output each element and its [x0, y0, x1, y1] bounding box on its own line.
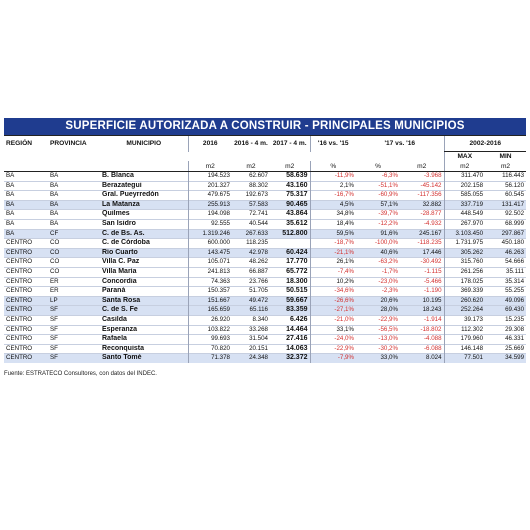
- cell-region: CENTRO: [4, 248, 48, 258]
- cell-v16: 62.607: [249, 172, 268, 179]
- header-2016-4m: 2016 - 4 m.: [232, 136, 270, 152]
- cell-v2016: 201.327: [188, 181, 232, 191]
- cell-p15: 33,1%: [310, 325, 356, 335]
- header-max: MAX: [444, 152, 485, 162]
- cell-prov: BA: [48, 200, 100, 210]
- cell-v2016: 71.378: [188, 354, 232, 363]
- cell-mun: Gral. Pueyrredón: [100, 191, 188, 201]
- cell-max: 3.103.450: [444, 229, 485, 239]
- cell-min: 297.867: [485, 229, 526, 239]
- cell-region: CENTRO: [4, 335, 48, 345]
- header-provincia: PROVINCIA: [48, 136, 100, 152]
- cell-v2016: 105.071: [188, 258, 232, 268]
- cell-p16: -100,0%: [356, 239, 400, 249]
- cell-d16: 245.167: [400, 229, 444, 239]
- cell-prov: ER: [48, 287, 100, 297]
- cell-min: 116.443: [502, 172, 525, 179]
- cell-mun: Santa Rosa: [100, 296, 188, 306]
- cell-prov: CO: [48, 248, 100, 258]
- cell-v2016: 194.523: [188, 172, 232, 182]
- cell-mun: San Isidro: [100, 219, 188, 229]
- unit-label: m2: [270, 161, 310, 172]
- cell-min: 55.255: [485, 287, 526, 297]
- cell-max: 77.501: [444, 354, 485, 363]
- header-min: MIN: [499, 153, 512, 160]
- cell-p15: 10,2%: [310, 277, 356, 287]
- table-row: [4, 191, 526, 201]
- cell-v2016: 600.000: [188, 239, 232, 249]
- cell-v17: 90.465: [270, 200, 310, 210]
- cell-v16: 40.544: [232, 219, 270, 229]
- cell-min: 60.545: [485, 191, 526, 201]
- cell-v16: 267.633: [232, 229, 270, 239]
- cell-v16: 65.116: [232, 306, 270, 316]
- cell-prov: SF: [48, 306, 100, 316]
- cell-p15: -7,9%: [310, 354, 356, 363]
- cell-d16: -4.932: [400, 219, 444, 229]
- header-2016: 2016: [188, 136, 232, 152]
- cell-min: 49.096: [485, 296, 526, 306]
- cell-p15: 26,1%: [310, 258, 356, 268]
- cell-v17: 6.426: [270, 315, 310, 325]
- cell-min: 35.111: [485, 267, 526, 277]
- cell-max: 202.158: [444, 181, 485, 191]
- cell-v17: 58.639: [286, 172, 308, 179]
- cell-mun: Esperanza: [100, 325, 188, 335]
- cell-mun: Villa C. Paz: [100, 258, 188, 268]
- cell-p16: -39,7%: [356, 210, 400, 220]
- cell-v17: 18.300: [270, 277, 310, 287]
- cell-prov: CF: [48, 229, 100, 239]
- table-row: [4, 344, 526, 354]
- header-2017-4m: 2017 - 4 m.: [270, 136, 310, 152]
- cell-d16: -18.802: [400, 325, 444, 335]
- cell-prov: SF: [48, 335, 100, 345]
- cell-max: 178.025: [444, 277, 485, 287]
- cell-p15: 2,1%: [310, 181, 356, 191]
- cell-prov: BA: [48, 191, 100, 201]
- cell-v17: 59.667: [270, 296, 310, 306]
- cell-p16: -12,2%: [356, 219, 400, 229]
- cell-prov: BA: [50, 172, 59, 179]
- cell-region: BA: [4, 210, 48, 220]
- cell-max: 112.302: [444, 325, 485, 335]
- cell-d16: -5.466: [400, 277, 444, 287]
- cell-p15: -34,6%: [310, 287, 356, 297]
- cell-mun: Reconquista: [100, 344, 188, 354]
- cell-v16: 24.348: [232, 354, 270, 363]
- cell-region: BA: [4, 200, 48, 210]
- cell-d16: 8.024: [400, 354, 444, 363]
- cell-v2016: 70.820: [188, 344, 232, 354]
- cell-region: CENTRO: [4, 267, 48, 277]
- cell-region: CENTRO: [4, 306, 48, 316]
- cell-prov: CO: [48, 239, 100, 249]
- cell-region: CENTRO: [4, 277, 48, 287]
- cell-max: 369.339: [444, 287, 485, 297]
- cell-p15: -7,4%: [310, 267, 356, 277]
- cell-mun: Rafaela: [100, 335, 188, 345]
- cell-prov: BA: [48, 210, 100, 220]
- cell-p15: -26,6%: [310, 296, 356, 306]
- table-row: [4, 335, 526, 345]
- header-municipio: MUNICIPIO: [100, 136, 188, 152]
- cell-p16: 57,1%: [356, 200, 400, 210]
- cell-mun: La Matanza: [100, 200, 188, 210]
- cell-v17: 512.800: [270, 229, 310, 239]
- cell-min: 15.235: [485, 315, 526, 325]
- cell-p16: -23,0%: [356, 277, 400, 287]
- cell-v2016: 151.667: [188, 296, 232, 306]
- cell-v16: 192.673: [232, 191, 270, 201]
- cell-max: 39.173: [444, 315, 485, 325]
- cell-region: CENTRO: [4, 315, 48, 325]
- cell-region: CENTRO: [4, 287, 48, 297]
- cell-max: 585.055: [444, 191, 485, 201]
- cell-region: BA: [4, 219, 48, 229]
- cell-region: CENTRO: [4, 325, 48, 335]
- cell-min: 35.314: [485, 277, 526, 287]
- cell-min: 92.502: [485, 210, 526, 220]
- cell-d16: -6.088: [400, 344, 444, 354]
- cell-min: 46.331: [485, 335, 526, 345]
- cell-v2016: 255.913: [188, 200, 232, 210]
- cell-v17: 65.772: [270, 267, 310, 277]
- cell-prov: BA: [48, 181, 100, 191]
- cell-mun: Casilda: [100, 315, 188, 325]
- cell-p16: 40,6%: [356, 248, 400, 258]
- table-row: [4, 354, 526, 363]
- cell-min: 54.666: [485, 258, 526, 268]
- cell-min: 450.180: [485, 239, 526, 249]
- cell-p16: -1,7%: [356, 267, 400, 277]
- cell-v17: 35.612: [270, 219, 310, 229]
- cell-p15: -11,9%: [310, 172, 356, 182]
- unit-label: m2: [232, 161, 270, 172]
- cell-p15: 18,4%: [310, 219, 356, 229]
- table-row: [4, 172, 526, 182]
- cell-p15: -21,1%: [310, 248, 356, 258]
- cell-mun: Río Cuarto: [100, 248, 188, 258]
- table-row: [4, 306, 526, 316]
- cell-v16: 20.151: [232, 344, 270, 354]
- cell-min: 29.308: [485, 325, 526, 335]
- cell-v2016: 150.357: [188, 287, 232, 297]
- cell-max: 448.549: [444, 210, 485, 220]
- cell-max: 252.264: [444, 306, 485, 316]
- table-row: [4, 210, 526, 220]
- cell-max: 305.262: [444, 248, 485, 258]
- cell-v17: 60.424: [270, 248, 310, 258]
- cell-v17: 17.770: [270, 258, 310, 268]
- cell-p16: -51,1%: [356, 181, 400, 191]
- cell-v2016: 26.920: [188, 315, 232, 325]
- cell-d16: 32.882: [400, 200, 444, 210]
- cell-min: 131.417: [485, 200, 526, 210]
- cell-prov: SF: [48, 315, 100, 325]
- header-vs15: '16 vs. '15: [310, 136, 356, 152]
- cell-d16: -118.235: [400, 239, 444, 249]
- cell-v17: 27.416: [270, 335, 310, 345]
- table-row: [4, 229, 526, 239]
- cell-v17: 83.359: [270, 306, 310, 316]
- cell-v2016: 479.675: [188, 191, 232, 201]
- cell-prov: BA: [48, 219, 100, 229]
- cell-mun: C. de Bs. As.: [100, 229, 188, 239]
- cell-prov: SF: [48, 344, 100, 354]
- cell-v17: 32.372: [270, 354, 310, 363]
- cell-p16: 28,0%: [356, 306, 400, 316]
- cell-v2016: 143.475: [188, 248, 232, 258]
- cell-d16: -30.492: [400, 258, 444, 268]
- cell-v16: 48.262: [232, 258, 270, 268]
- cell-p15: -24,0%: [310, 335, 356, 345]
- cell-region: BA: [6, 172, 15, 179]
- cell-max: 337.719: [444, 200, 485, 210]
- cell-p16: -63,2%: [356, 258, 400, 268]
- header-vs16: '17 vs. '16: [356, 136, 444, 152]
- cell-v16: 51.705: [232, 287, 270, 297]
- cell-p16: 33,0%: [356, 354, 400, 363]
- cell-d16: -3.968: [423, 172, 442, 179]
- cell-v16: 49.472: [232, 296, 270, 306]
- cell-prov: LP: [48, 296, 100, 306]
- cell-v17: 50.515: [270, 287, 310, 297]
- cell-d16: -4.088: [400, 335, 444, 345]
- cell-v16: 33.268: [232, 325, 270, 335]
- cell-prov: SF: [48, 354, 100, 363]
- table-row: [4, 200, 526, 210]
- cell-v2016: 194.098: [188, 210, 232, 220]
- cell-v2016: 74.363: [188, 277, 232, 287]
- cell-v17: 14.464: [270, 325, 310, 335]
- cell-p15: -16,7%: [310, 191, 356, 201]
- table-row: [4, 315, 526, 325]
- table-row: [4, 267, 526, 277]
- cell-min: 34.599: [485, 354, 526, 363]
- table-row: [4, 325, 526, 335]
- cell-prov: ER: [48, 277, 100, 287]
- cell-max: 179.960: [444, 335, 485, 345]
- table-row: [4, 248, 526, 258]
- cell-mun: B. Blanca: [102, 172, 134, 179]
- cell-mun: C. de S. Fe: [100, 306, 188, 316]
- cell-min: 46.263: [485, 248, 526, 258]
- unit-label: m2: [444, 161, 485, 172]
- cell-v17: 43.864: [270, 210, 310, 220]
- cell-d16: 18.243: [400, 306, 444, 316]
- cell-v16: 72.741: [232, 210, 270, 220]
- cell-p15: -27,1%: [310, 306, 356, 316]
- cell-mun: Paraná: [100, 287, 188, 297]
- unit-label: %: [310, 161, 356, 172]
- unit-label: m2: [485, 161, 526, 172]
- cell-max: 1.731.975: [444, 239, 485, 249]
- cell-max: 261.256: [444, 267, 485, 277]
- cell-d16: -1.115: [400, 267, 444, 277]
- cell-v17: 75.317: [270, 191, 310, 201]
- cell-p16: -6,3%: [381, 172, 398, 179]
- cell-v17: [270, 239, 310, 249]
- cell-d16: -1.190: [400, 287, 444, 297]
- unit-label: %: [356, 161, 400, 172]
- cell-v2016: 1.319.246: [188, 229, 232, 239]
- cell-region: BA: [4, 229, 48, 239]
- cell-d16: 10.195: [400, 296, 444, 306]
- table-title: SUPERFICIE AUTORIZADA A CONSTRUIR - PRINCIPALES MUNICIPIOS: [4, 118, 526, 135]
- cell-p16: -22,9%: [356, 315, 400, 325]
- cell-min: 56.120: [485, 181, 526, 191]
- cell-p16: -2,3%: [356, 287, 400, 297]
- cell-p15: 34,8%: [310, 210, 356, 220]
- table-row: [4, 277, 526, 287]
- municipios-table: [4, 135, 526, 363]
- cell-p16: -30,2%: [356, 344, 400, 354]
- table-row: [4, 287, 526, 297]
- cell-mun: Concordia: [100, 277, 188, 287]
- cell-max: 267.970: [444, 219, 485, 229]
- cell-v16: 118.235: [232, 239, 270, 249]
- cell-min: 69.430: [485, 306, 526, 316]
- cell-v2016: 241.813: [188, 267, 232, 277]
- cell-v16: 57.583: [232, 200, 270, 210]
- table-row: [4, 219, 526, 229]
- cell-p16: 20,6%: [356, 296, 400, 306]
- cell-v16: 23.766: [232, 277, 270, 287]
- cell-p15: -18,7%: [310, 239, 356, 249]
- cell-v2016: 103.822: [188, 325, 232, 335]
- cell-v2016: 92.555: [188, 219, 232, 229]
- table-row: [4, 181, 526, 191]
- cell-max: 311.470: [444, 172, 485, 182]
- cell-region: CENTRO: [4, 239, 48, 249]
- cell-v16: 42.978: [232, 248, 270, 258]
- cell-prov: SF: [48, 325, 100, 335]
- cell-v16: 88.302: [232, 181, 270, 191]
- cell-mun: Villa María: [100, 267, 188, 277]
- cell-v2016: 99.693: [188, 335, 232, 345]
- cell-d16: -28.877: [400, 210, 444, 220]
- cell-v2016: 165.659: [188, 306, 232, 316]
- cell-v16: 66.887: [232, 267, 270, 277]
- cell-p15: -21,0%: [310, 315, 356, 325]
- unit-label: m2: [188, 161, 232, 172]
- cell-d16: 17.446: [400, 248, 444, 258]
- cell-region: CENTRO: [4, 344, 48, 354]
- cell-p15: 4,5%: [310, 200, 356, 210]
- cell-region: BA: [4, 191, 48, 201]
- cell-min: 68.999: [485, 219, 526, 229]
- table-row: [4, 239, 526, 249]
- source-note: Fuente: ESTRATECO Consultores, con datos del INDEC.: [4, 370, 157, 377]
- header-region: REGIÓN: [4, 136, 48, 152]
- cell-p16: -60,9%: [356, 191, 400, 201]
- cell-region: CENTRO: [4, 258, 48, 268]
- cell-max: 146.148: [444, 344, 485, 354]
- cell-mun: Quilmes: [100, 210, 188, 220]
- cell-p16: -56,5%: [356, 325, 400, 335]
- cell-prov: CO: [48, 258, 100, 268]
- cell-v17: 43.160: [270, 181, 310, 191]
- cell-max: 315.760: [444, 258, 485, 268]
- unit-label: m2: [400, 161, 444, 172]
- cell-d16: -117.356: [400, 191, 444, 201]
- cell-v17: 14.063: [270, 344, 310, 354]
- cell-d16: -1.914: [400, 315, 444, 325]
- table-body: [4, 172, 526, 363]
- cell-prov: CO: [48, 267, 100, 277]
- cell-v16: 31.504: [232, 335, 270, 345]
- cell-mun: Santo Tomé: [100, 354, 188, 363]
- cell-mun: Berazategui: [100, 181, 188, 191]
- cell-mun: C. de Córdoba: [100, 239, 188, 249]
- cell-region: CENTRO: [4, 354, 48, 363]
- table-row: [4, 296, 526, 306]
- cell-d16: -45.142: [400, 181, 444, 191]
- cell-max: 260.620: [444, 296, 485, 306]
- cell-p15: 59,5%: [310, 229, 356, 239]
- cell-p15: -22,9%: [310, 344, 356, 354]
- table-row: [4, 258, 526, 268]
- report-table-container: [4, 118, 526, 377]
- cell-region: CENTRO: [4, 296, 48, 306]
- cell-min: 25.669: [485, 344, 526, 354]
- header-range: 2002-2016: [444, 136, 526, 152]
- cell-p16: 91,6%: [356, 229, 400, 239]
- cell-region: BA: [4, 181, 48, 191]
- cell-v16: 8.340: [232, 315, 270, 325]
- cell-p16: -13,0%: [356, 335, 400, 345]
